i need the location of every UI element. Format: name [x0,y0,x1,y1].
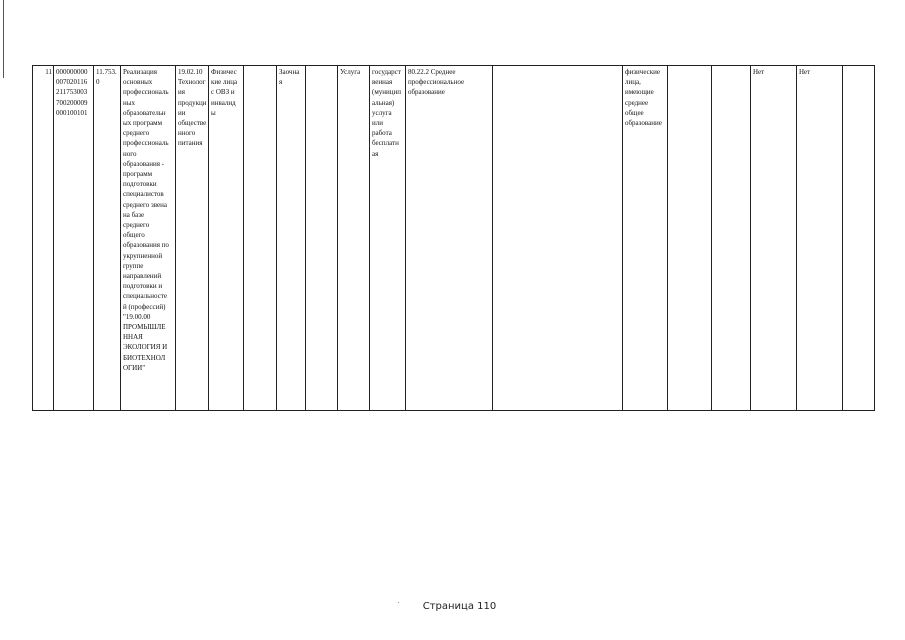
specialty-cell: 19.02.10 Технолог ия продукци ии обществе нного питания [176,66,209,411]
service-code: 11.753. 0 [94,66,121,411]
empty-cell [843,66,875,411]
table-row [33,66,875,411]
status-cell: государст венная (муницип альная) услуга или работа бесплатн ая [370,66,406,411]
okved-cell: 80.22.2 Среднее профессиональное образование [406,66,493,411]
page-number-label: Страница 110 [422,601,497,612]
empty-cell [712,66,751,411]
registry-code: 000000000 007020116 211753003 700200009 000100101 [54,66,94,411]
empty-cell [244,66,277,411]
scan-margin-line [3,0,4,78]
empty-cell [306,66,338,411]
study-form-cell: Заочна я [277,66,306,411]
register-table [32,65,875,411]
consumers-cell: Физичес кие лица с ОВЗ и инвалид ы [209,66,244,411]
empty-cell [668,66,712,411]
flag-cell: Нет [751,66,797,411]
category-cell: физические лица, имеющие среднее общее образование [623,66,668,411]
empty-cell [493,66,623,411]
page-footer [0,601,905,612]
service-name: Реализация основных профессиональ ных образовательн ых программ среднего профессиональ ного образования - программ подготовки специалистов среднего звена на базе среднего общего образования по укрупненной группе направлений подготовки и специальносте й (профессий) "19.00.00 ПРОМЫШЛЕ ННАЯ ЭКОЛОГИЯ И БИОТЕХНОЛ ОГИИ" [121,66,176,411]
flag-cell: Нет [797,66,843,411]
row-number: 11 [33,66,54,411]
type-cell: Услуга [338,66,370,411]
